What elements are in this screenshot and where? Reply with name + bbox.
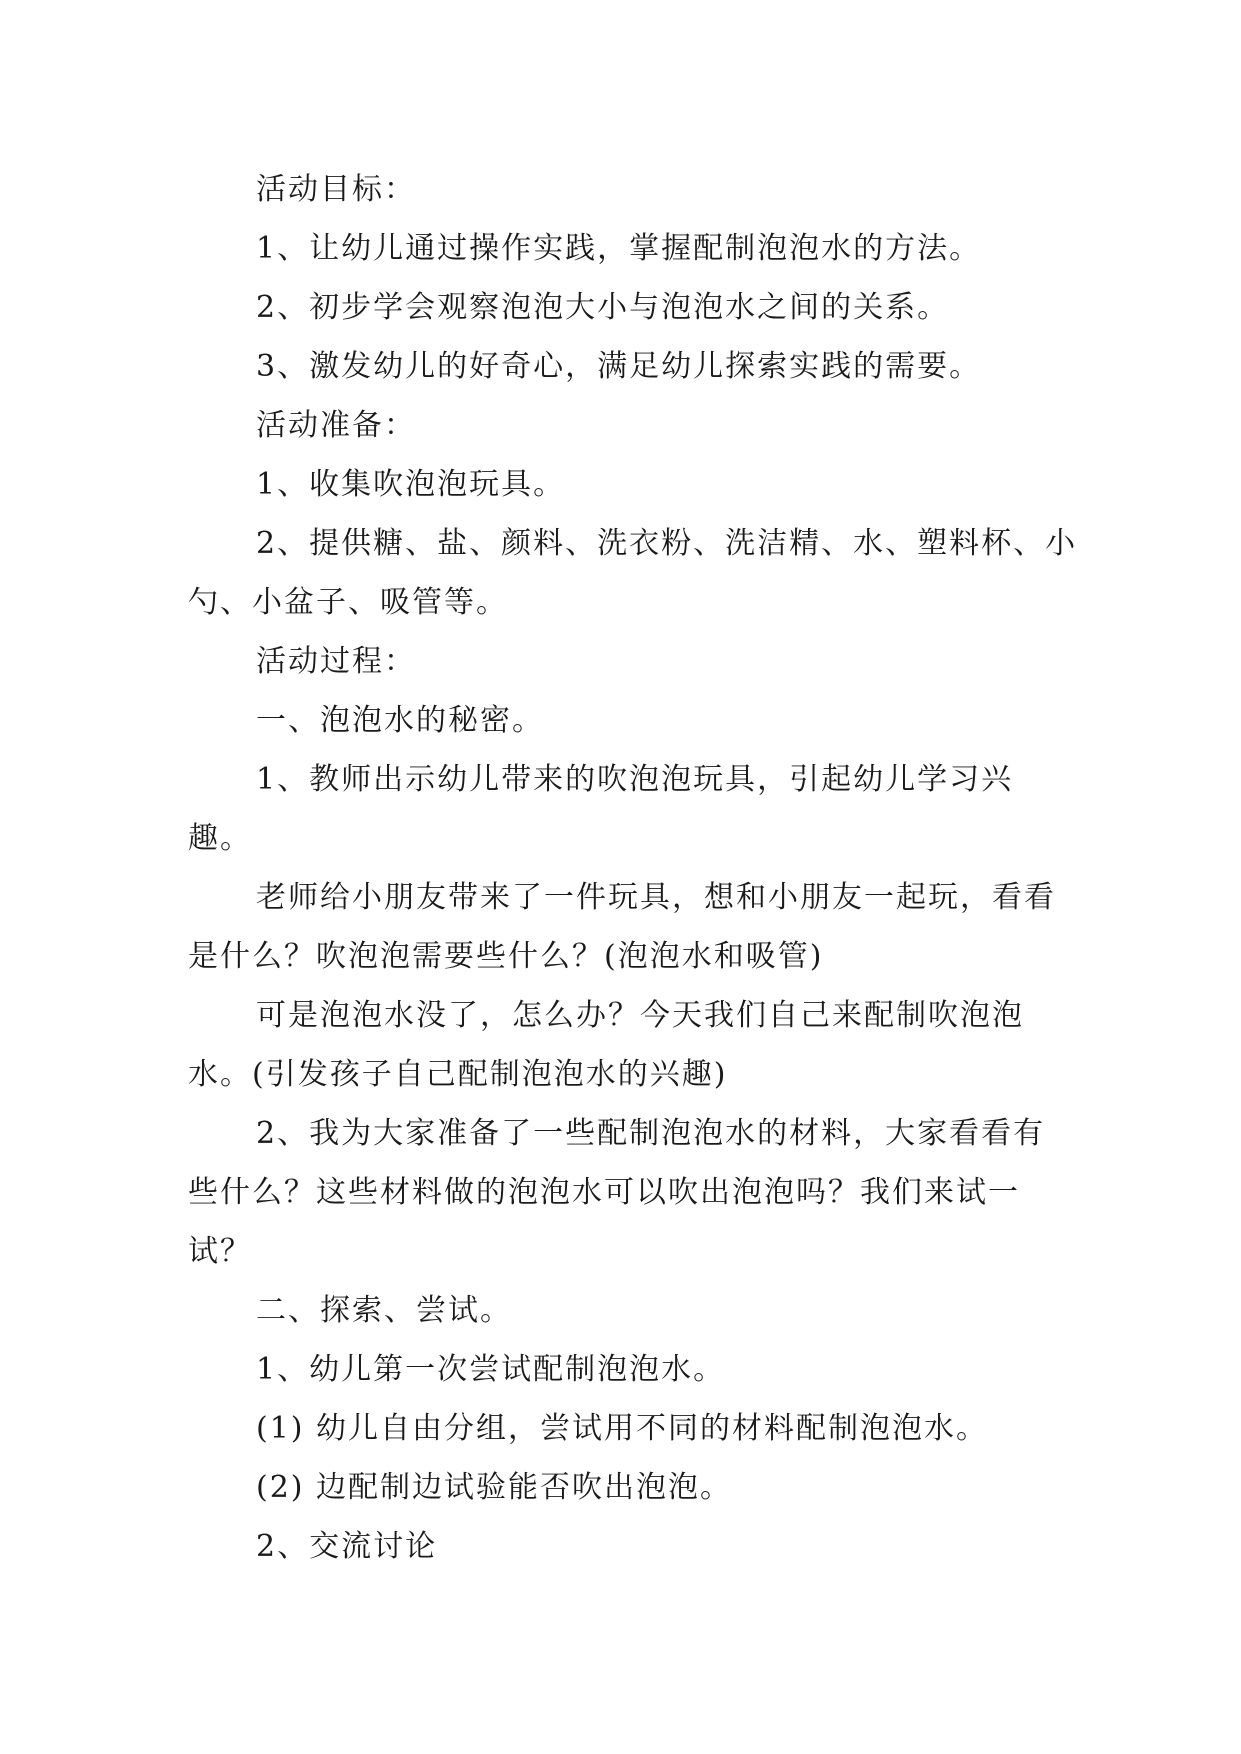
document-body (188, 160, 1078, 1576)
goal-item-2: 2、初步学会观察泡泡大小与泡泡水之间的关系。 (256, 290, 950, 325)
exploration-substep-2: (2) 边配制边试验能否吹出泡泡。 (256, 1470, 733, 1505)
heading-activity-process: 活动过程： (256, 644, 416, 679)
goal-item-1: 1、让幼儿通过操作实践，掌握配制泡泡水的方法。 (256, 231, 982, 266)
section-heading-1: 一、泡泡水的秘密。 (256, 703, 544, 738)
exploration-substep-1: (1) 幼儿自由分组，尝试用不同的材料配制泡泡水。 (256, 1411, 989, 1446)
heading-activity-preparation: 活动准备： (256, 408, 416, 443)
exploration-step-2: 2、交流讨论 (256, 1529, 438, 1564)
heading-activity-goals: 活动目标： (256, 172, 416, 207)
preparation-item-2: 2、提供糖、盐、颜料、洗衣粉、洗洁精、水、塑料杯、小勺、小盆子、吸管等。 (188, 526, 1078, 620)
teacher-dialogue-2: 可是泡泡水没了，怎么办？今天我们自己来配制吹泡泡水。(引发孩子自己配制泡泡水的兴趣) (188, 998, 1024, 1092)
section-heading-2: 二、探索、尝试。 (256, 1293, 512, 1328)
process-step-2: 2、我为大家准备了一些配制泡泡水的材料，大家看看有些什么？这些材料做的泡泡水可以吹出泡泡吗？我们来试一试？ (188, 1116, 1046, 1269)
process-step-1: 1、教师出示幼儿带来的吹泡泡玩具，引起幼儿学习兴趣。 (188, 762, 1014, 856)
goal-item-3: 3、激发幼儿的好奇心，满足幼儿探索实践的需要。 (256, 349, 982, 384)
preparation-item-1: 1、收集吹泡泡玩具。 (256, 467, 566, 502)
teacher-dialogue-1: 老师给小朋友带来了一件玩具，想和小朋友一起玩，看看是什么？吹泡泡需要些什么？(泡泡水和吸管) (188, 880, 1056, 974)
exploration-step-1: 1、幼儿第一次尝试配制泡泡水。 (256, 1352, 726, 1387)
